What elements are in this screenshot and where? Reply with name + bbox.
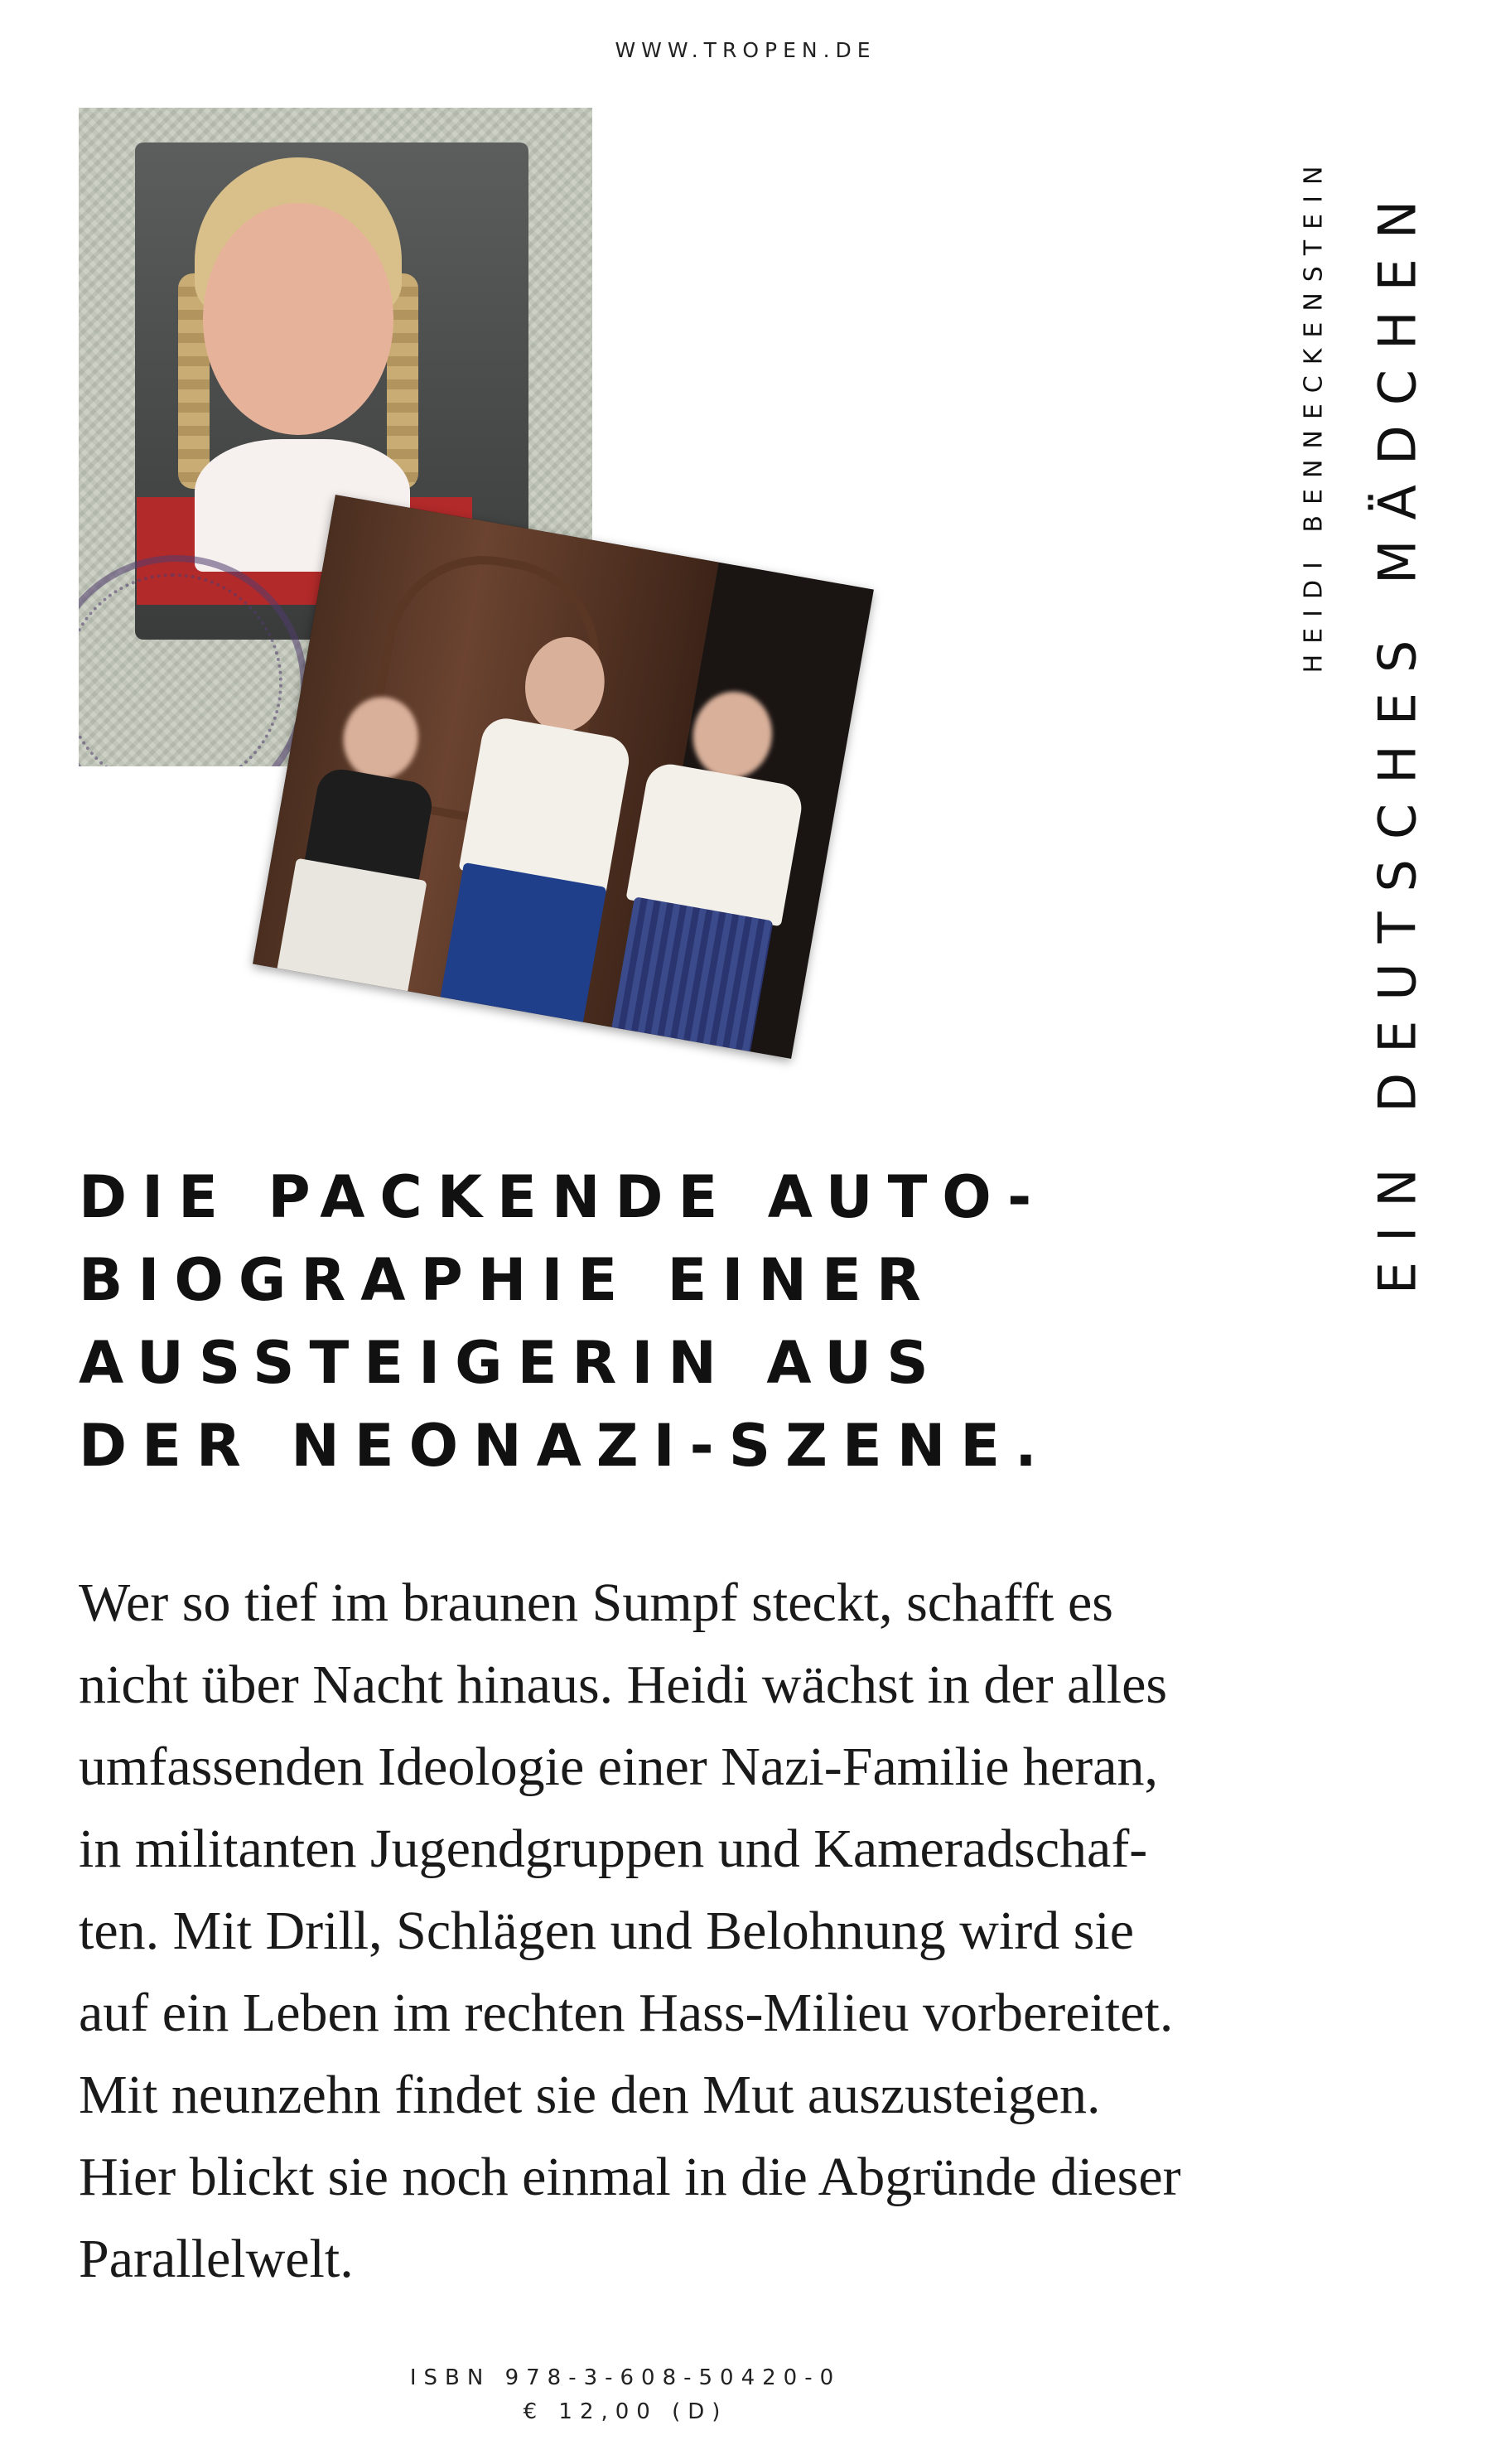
- headline-line: DIE PACKENDE AUTO-: [79, 1163, 1047, 1231]
- blurb-line: Wer so tief im braunen Sumpf steckt, schafft es: [79, 1573, 1113, 1633]
- blurb-line: auf ein Leben im rechten Hass-Milieu vorbereitet.: [79, 1983, 1174, 2043]
- blurb-line: Parallelwelt.: [79, 2229, 354, 2289]
- publisher-url: WWW.TROPEN.DE: [615, 38, 876, 62]
- headline: [79, 1156, 1156, 1487]
- stamp-ring: [79, 573, 282, 766]
- blurb-line: Hier blickt sie noch einmal in die Abgründe dieser: [79, 2147, 1181, 2207]
- headline-line: DER NEONAZI-SZENE.: [79, 1412, 1052, 1480]
- blurb: [79, 1562, 1238, 2300]
- blurb-line: nicht über Nacht hinaus. Heidi wächst in der alles: [79, 1655, 1168, 1715]
- headline-line: BIOGRAPHIE EINER: [79, 1246, 936, 1314]
- blurb-line: umfassenden Ideologie einer Nazi-Familie heran,: [79, 1737, 1158, 1797]
- author-name: HEIDI BENNECKENSTEIN: [1299, 155, 1329, 674]
- white-apron: [275, 858, 427, 1004]
- group-photo: [253, 495, 874, 1059]
- girl-face: [203, 203, 393, 435]
- book-title: EIN DEUTSCHES MÄDCHEN: [1367, 180, 1428, 1295]
- headline-line: AUSSTEIGERIN AUS: [79, 1329, 943, 1397]
- blue-skirt: [437, 862, 606, 1043]
- spine-title: [1348, 83, 1447, 1392]
- isbn: ISBN 978-3-608-50420-0: [409, 2365, 842, 2390]
- blurb-line: ten. Mit Drill, Schlägen und Belohnung wird sie: [79, 1901, 1135, 1961]
- blurb-line: in militanten Jugendgruppen und Kameradschaf-: [79, 1819, 1148, 1879]
- blurb-line: Mit neunzehn findet sie den Mut auszusteigen.: [79, 2065, 1101, 2125]
- spine-author: [1289, 91, 1339, 737]
- price: € 12,00 (D): [523, 2399, 728, 2424]
- plaid-skirt: [610, 896, 774, 1059]
